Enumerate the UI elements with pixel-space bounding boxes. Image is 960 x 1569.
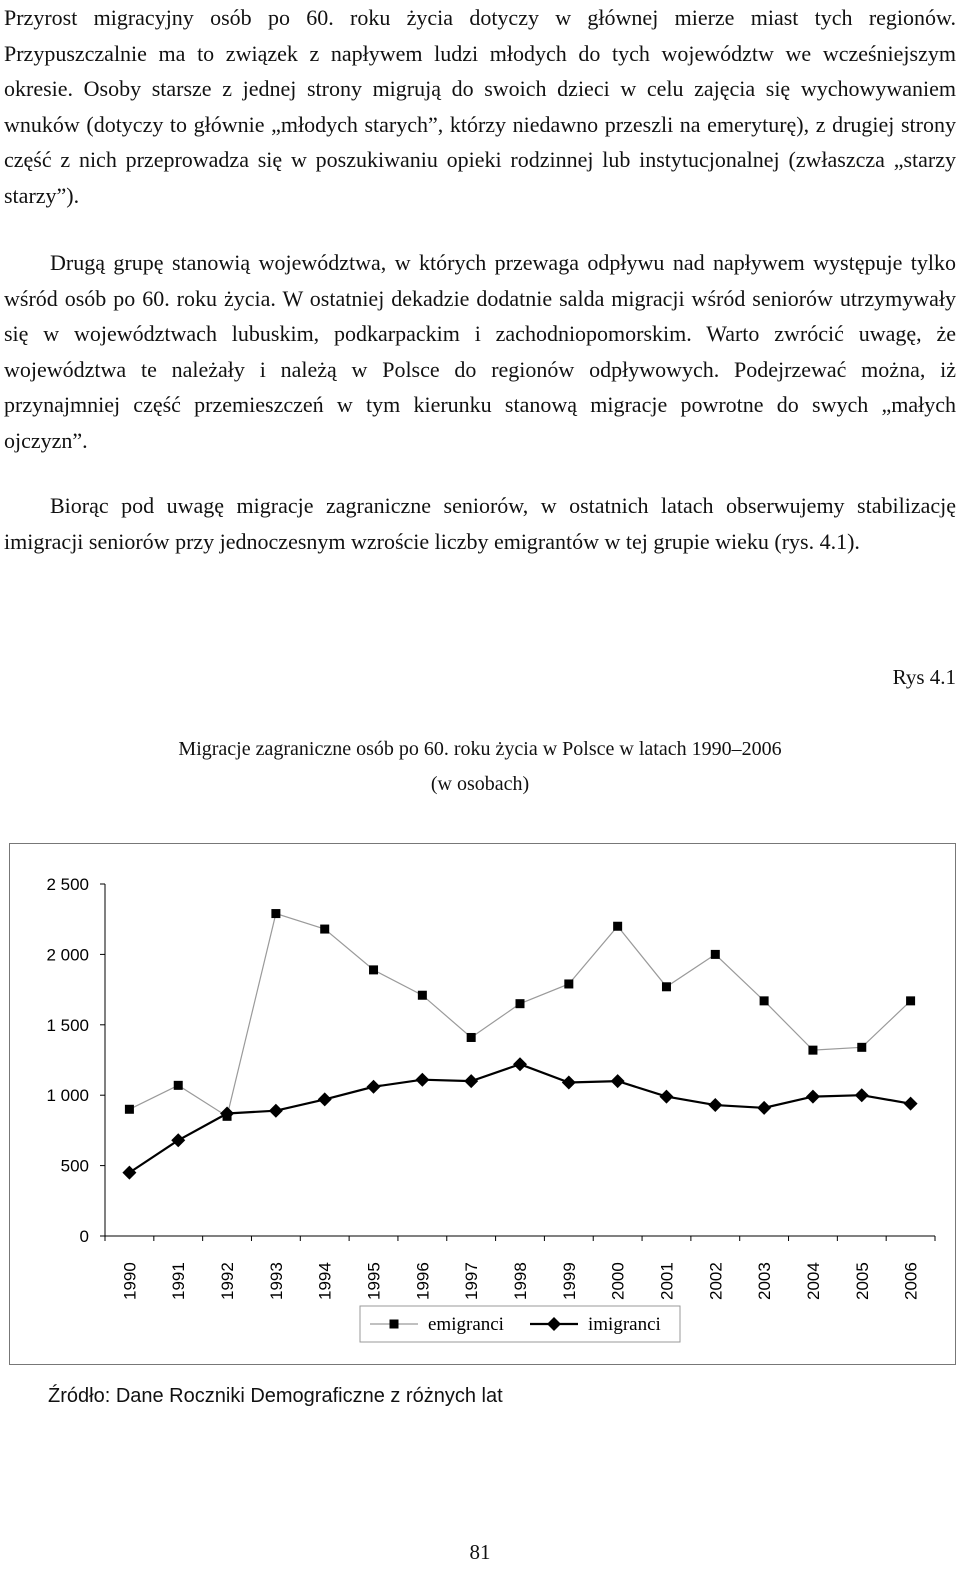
point-square [320, 925, 329, 934]
x-tick-label: 1999 [559, 1262, 579, 1300]
point-square [662, 982, 671, 991]
paragraph-2: Drugą grupę stanowią województwa, w których przewaga odpływu nad napływem występuje tylko wśród osób po 60. roku życia. W ostatniej dekadzie dodatnie salda migracji wśród seniorów utrzymywały się w województwach lubuskim, podkarpackim i zachodniopomorskim. Warto zwrócić uwagę, że województwa te należały i należą w Polsce do regionów odpływowych. Podejrzewać można, iż przynajmniej część przemieszczeń w tym kierunku stanową migracje powrotne do swych „małych ojczyzn”. [4, 250, 956, 453]
legend-label-emigranci: emigranci [428, 1314, 504, 1335]
point-square [760, 996, 769, 1005]
x-tick-label: 1996 [413, 1262, 433, 1300]
x-tick-label: 1993 [266, 1262, 286, 1300]
point-square [125, 1105, 134, 1114]
x-tick-label: 2006 [901, 1262, 921, 1300]
x-tick-label: 2005 [852, 1262, 872, 1300]
x-tick-label: 2001 [657, 1262, 677, 1300]
x-tick-label: 1992 [218, 1262, 238, 1300]
point-square [271, 909, 280, 918]
point-diamond [904, 1097, 918, 1111]
point-diamond [367, 1080, 381, 1094]
source-prefix: Źródło: [48, 1385, 111, 1407]
point-square [369, 965, 378, 974]
point-diamond [611, 1074, 625, 1088]
point-square [613, 922, 622, 931]
point-diamond [513, 1057, 527, 1071]
point-square [711, 950, 720, 959]
point-diamond [318, 1092, 332, 1106]
point-diamond [708, 1098, 722, 1112]
point-diamond [415, 1073, 429, 1087]
migration-line-chart [10, 844, 955, 1364]
point-square [564, 979, 573, 988]
series-line-imigranci [129, 1064, 910, 1172]
source-text: Dane Roczniki Demograficzne z różnych lat [115, 1385, 503, 1407]
y-tick-label: 1 000 [46, 1086, 89, 1106]
point-diamond [171, 1133, 185, 1147]
point-square [467, 1033, 476, 1042]
chart-frame [9, 843, 956, 1365]
x-tick-label: 2002 [706, 1262, 726, 1300]
x-tick-label: 1991 [169, 1262, 189, 1300]
paragraph-1: Przyrost migracyjny osób po 60. roku życia dotyczy w głównej mierze miast tych regionów. Przypuszczalnie ma to związek z napływem ludzi młodych do tych województw we wcześniejszym okresie. Osoby starsze z jednej strony migrują do swoich dzieci w celu zajęcia się wychowywaniem wnuków (dotyczy to głównie „młodych starych”, którzy niedawno przeszli na emeryturę), z drugiej strony część z nich przeprowadza się w poszukiwaniu opieki rodzinnej lub instytucjonalnej (zwłaszcza „starzy starzy”). [4, 5, 956, 208]
point-square [857, 1043, 866, 1052]
x-tick-label: 2000 [608, 1262, 628, 1300]
paragraph-3: Biorąc pod uwagę migracje zagraniczne seniorów, w ostatnich latach obserwujemy stabilizację imigracji seniorów przy jednoczesnym wzroście liczby emigrantów w tej grupie wieku (rys. 4.1). [4, 493, 956, 554]
y-tick-label: 0 [79, 1227, 89, 1246]
chart-subtitle: (w osobach) [430, 773, 530, 795]
point-diamond [806, 1090, 820, 1104]
legend-label-imigranci: imigranci [588, 1314, 661, 1335]
point-square [174, 1081, 183, 1090]
x-tick-label: 1997 [462, 1262, 482, 1300]
point-diamond [220, 1107, 234, 1121]
x-tick-label: 1994 [315, 1262, 335, 1300]
point-square [808, 1046, 817, 1055]
point-square [516, 999, 525, 1008]
y-tick-label: 2 500 [46, 875, 89, 894]
x-tick-label: 2004 [803, 1262, 823, 1300]
series-line-emigranci [129, 914, 910, 1117]
source-note [48, 1385, 503, 1408]
point-diamond [464, 1074, 478, 1088]
x-tick-label: 1998 [511, 1262, 530, 1300]
y-tick-label: 2 000 [46, 945, 89, 965]
point-square [906, 996, 915, 1005]
x-tick-label: 2003 [755, 1262, 775, 1300]
x-tick-label: 1995 [364, 1262, 384, 1300]
point-diamond [757, 1101, 771, 1115]
chart-title: Migracje zagraniczne osób po 60. roku życia w Polsce w latach 1990–2006 [178, 738, 782, 760]
point-diamond [269, 1104, 283, 1118]
page-number: 81 [469, 1540, 491, 1564]
point-square [418, 991, 427, 1000]
x-tick-label: 1990 [120, 1262, 140, 1300]
y-tick-label: 500 [60, 1156, 89, 1176]
point-square [390, 1320, 399, 1329]
point-diamond [855, 1088, 869, 1102]
point-diamond [562, 1076, 576, 1090]
y-tick-label: 1 500 [46, 1015, 89, 1035]
point-diamond [122, 1166, 136, 1180]
point-diamond [659, 1090, 673, 1104]
figure-label: Rys 4.1 [892, 665, 956, 689]
